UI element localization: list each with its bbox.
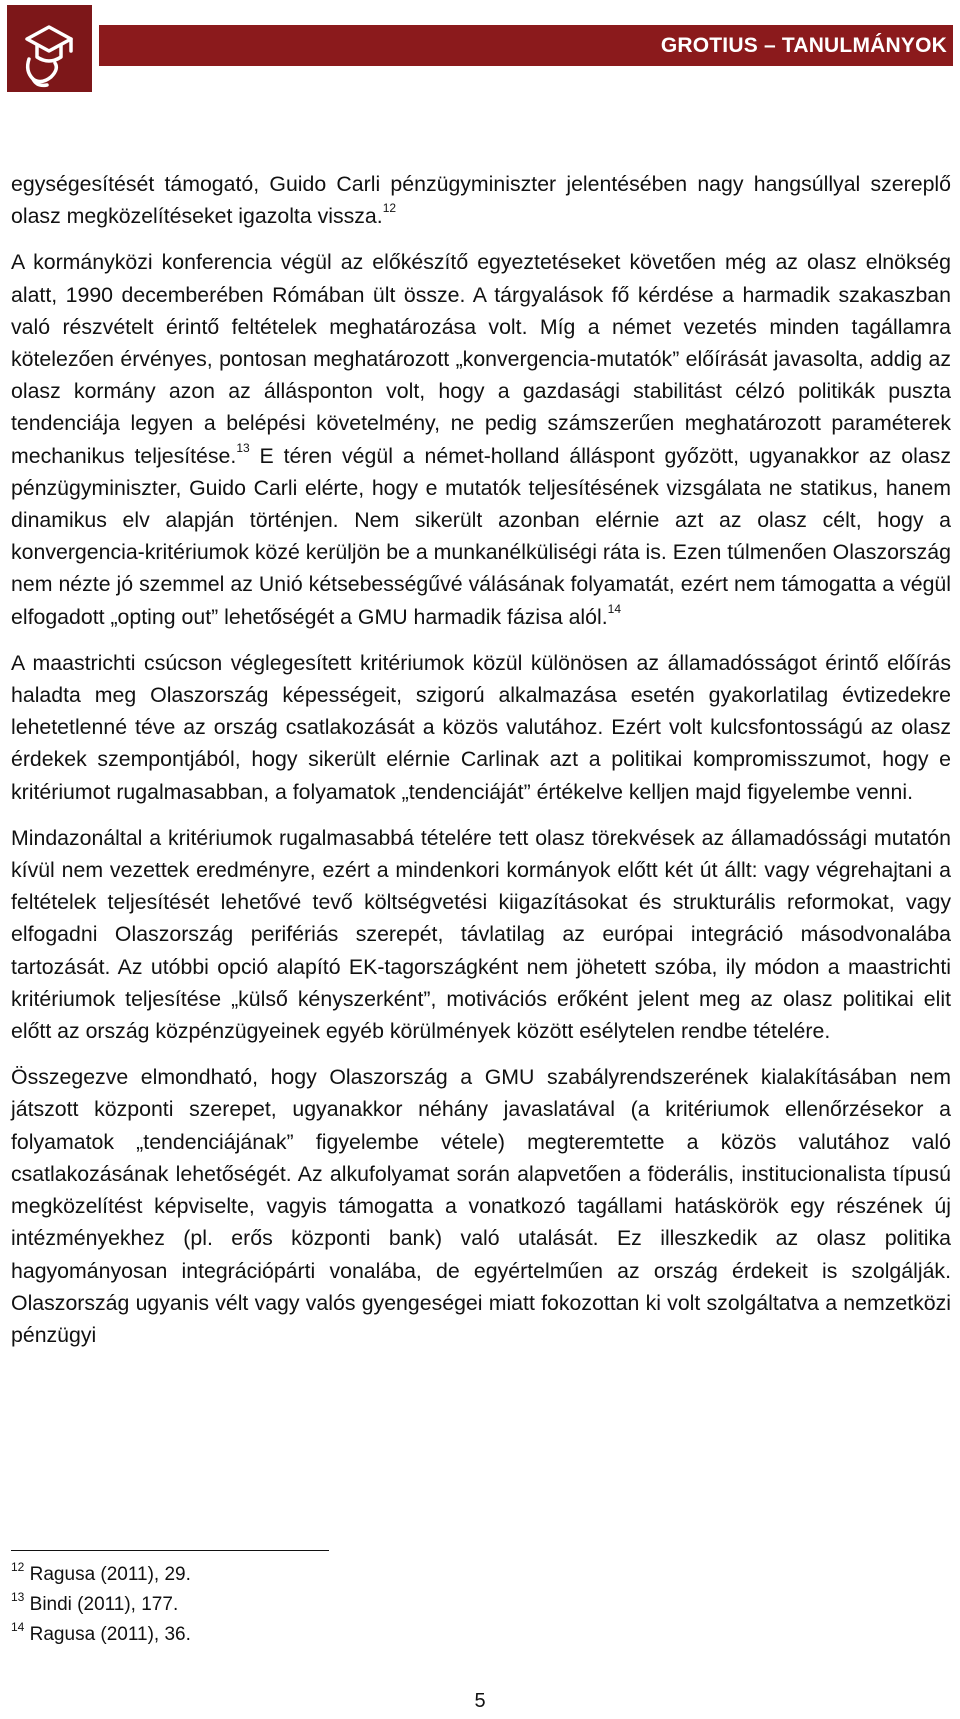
paragraph-4: Mindazonáltal a kritériumok rugalmasabbá tételére tett olasz törekvések az államadóssági mutatón kívül nem vezettek eredményre, ezért a mindenkori kormányok előtt két út állt: vagy végrehajtani a feltételek teljesítését lehetővé tevő költségvetési kiigazításokat és strukturális reformokat, vagy elfogadni Olaszország perifériás szerepét, távlatilag az európai integráció másodvonalába tartozását. Az utóbbi opció alapító EK-tagországként nem jöhetett szóba, ily módon a maastrichti kritériumok teljesítése „külső kényszerként”, motivációs erőként jelent meg az olasz politikai elit előtt az ország közpénzügyeinek egyéb körülmények között esélytelen rendbe tételére.: [11, 825, 951, 1044]
footnote-number: 12: [11, 1559, 25, 1574]
logo: [7, 5, 92, 92]
paragraph-3: A maastrichti csúcson véglegesített kritériumok közül különösen az államadósságot érintő előírás haladta meg Olaszország képességeit, szigorú alkalmazása esetén gyakorlatilag évtizedekre lehetetlenné téve az ország csatlakozását a közös valutához. Ezért volt kulcsfontosságú az olasz érdekek szempontjából, hogy sikerült elérnie Carlinak azt a politikai kompromisszumot, hogy e kritériumot rugalmasabban, a folyamatok „tendenciáját” értékelve kelljen majd figyelembe venni.: [11, 650, 951, 804]
header-banner: [99, 25, 953, 66]
footnote-ref-12[interactable]: 12: [382, 201, 397, 216]
article-body: [11, 168, 951, 1365]
footnote-number: 14: [11, 1619, 25, 1634]
paragraph-2: [11, 246, 951, 632]
footnote-text: Ragusa (2011), 36.: [29, 1624, 191, 1645]
journal-title: GROTIUS – TANULMÁNYOK: [660, 34, 947, 57]
footnote-number: 13: [11, 1589, 25, 1604]
paragraph-1: [11, 168, 951, 232]
paragraph-1-text: egységesítését támogató, Guido Carli pénzügyminiszter jelentésében nagy hangsúllyal szereplő olasz megközelítéseket igazolta vissza.: [11, 172, 951, 229]
footnote-14: [11, 1620, 611, 1650]
mortarboard-scroll-icon: [7, 5, 92, 92]
footnote-ref-13[interactable]: 13: [236, 440, 250, 455]
paragraph-2-text-b: E téren végül a német-holland álláspont győzött, ugyanakkor az olasz pénzügyminiszter, Guido Carli elérte, hogy e mutatók teljesítésének vizsgálata ne statikus, hanem dinamikus elv alapján történjen. Nem sikerült azonban elérnie azt az olasz célt, hogy a konvergencia-kritériumok közé kerüljön be a munkanélküliségi ráta is. Ezen túlmenően Olaszország nem nézte jó szemmel az Unió kétsebességűvé válásának folyamatát, ezért nem támogatta a végül elfogadott „opting out” lehetőségét a GMU harmadik fázisa alól.: [11, 443, 951, 629]
paragraph-5: Összegezve elmondható, hogy Olaszország a GMU szabályrendszerének kialakításában nem játszott központi szerepet, ugyanakkor néhány javaslatával (a kritériumok ellenőrzésekor a folyamatok „tendenciájának” figyelembe vétele) megteremtette a közös valutához való csatlakozásának lehetőségét. Az alkufolyamat során alapvetően a föderális, institucionalista típusú megközelítést képviselte, vagyis támogatta a vonatkozó tagállami hatáskörök egy részének új intézményekhez (pl. erős központi bank) való utalását. Ez illeszkedik az olasz politika hagyományosan integrációpárti vonalába, de egyértelműen az ország érdekeit is szolgálják. Olaszország ugyanis vélt vagy valós gyengeségei miatt fokozottan ki volt szolgáltatva a nemzetközi pénzügyi: [11, 1065, 951, 1347]
page-number: 5: [474, 1690, 486, 1712]
paragraph-2-text-a: A kormányközi konferencia végül az előkészítő egyeztetéseket követően még az olasz elnökség alatt, 1990 decemberében Rómában ült össze. A tárgyalások fő kérdése a harmadik szakaszban való részvételt érintő feltételek meghatározása volt. Míg a német vezetés minden tagállamra kötelezően érvényes, pontosan meghatározott „konvergencia-mutatók” előírását javasolta, addig az olasz kormány azon az állásponton volt, hogy a gazdasági stabilitást célzó politikák puszta tendenciája legyen a belépési követelmény, ne pedig számszerűen meghatározott paraméterek mechanikus teljesítése.: [11, 250, 951, 468]
footnote-13: [11, 1590, 611, 1620]
footnote-divider: [11, 1550, 329, 1551]
footnotes: [11, 1560, 611, 1650]
footnote-12: [11, 1560, 611, 1590]
footnote-ref-14[interactable]: 14: [607, 601, 622, 616]
footnote-text: Ragusa (2011), 29.: [29, 1564, 191, 1585]
footnote-text: Bindi (2011), 177.: [29, 1594, 179, 1615]
page-header: [7, 5, 953, 92]
